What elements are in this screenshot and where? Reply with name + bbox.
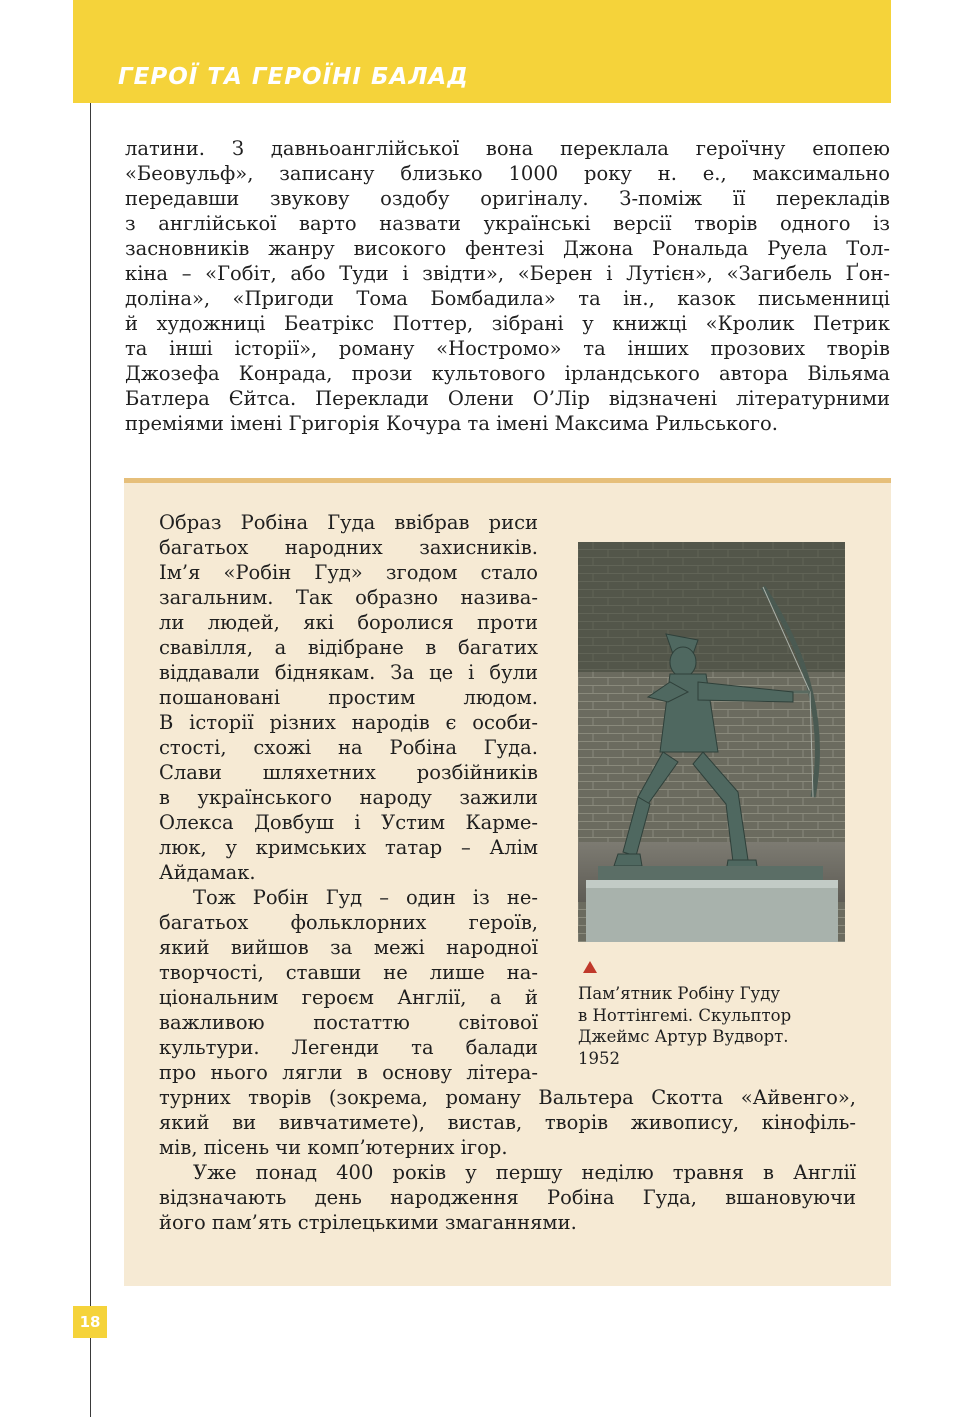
caption-line: в Ноттінгемі. Скульптор bbox=[578, 1005, 792, 1025]
box-line: який вийшов за межі народної bbox=[159, 936, 538, 959]
caption-line: Джеймс Артур Вудворт. bbox=[578, 1027, 789, 1046]
photo-caption bbox=[578, 983, 868, 1069]
text-line: й художниці Беатрікс Поттер, зібрані у книжці «Кролик Петрик bbox=[125, 312, 890, 335]
text-line: кіна – «Гобіт, або Туди і звідти», «Берен і Лутієн», «Загибель Ґон- bbox=[125, 262, 890, 285]
box-line: багатьох фольклорних героїв, bbox=[159, 911, 538, 934]
box-line: турних творів (зокрема, роману Вальтера Скотта «Айвенго», bbox=[159, 1086, 856, 1109]
box-line: Уже понад 400 років у першу неділю травня в Англії bbox=[193, 1161, 856, 1184]
box-line: культури. Легенди та балади bbox=[159, 1036, 538, 1059]
caption-line: Пам’ятник Робіну Гуду bbox=[578, 984, 781, 1003]
box-line: мів, пісень чи комп’ютерних ігор. bbox=[159, 1136, 508, 1159]
box-line: свавілля, а відібране в багатих bbox=[159, 636, 538, 659]
box-line: стості, схожі на Робіна Гуда. bbox=[159, 736, 538, 759]
section-title: ГЕРОЇ ТА ГЕРОЇНІ БАЛАД bbox=[118, 64, 469, 90]
box-line: ли людей, які боролися проти bbox=[159, 611, 538, 634]
box-line: Тож Робін Гуд – один із не- bbox=[193, 886, 538, 909]
caption-triangle-icon bbox=[583, 961, 597, 973]
box-line: В історії різних народів є особи- bbox=[159, 711, 538, 734]
box-line: в українського народу зажили bbox=[159, 786, 538, 809]
box-line: який ви вивчатимете), вистав, творів живопису, кінофіль- bbox=[159, 1111, 856, 1134]
box-line: ціональним героєм Англії, а й bbox=[159, 986, 538, 1009]
box-line: відзначають день народження Робіна Гуда, вшановуючи bbox=[159, 1186, 856, 1209]
text-line: передавши звукову оздобу оригіналу. З-поміж її перекладів bbox=[125, 187, 890, 210]
box-line: Айдамак. bbox=[159, 861, 256, 884]
margin-rule bbox=[90, 103, 91, 1417]
box-line: Олекса Довбуш і Устим Карме- bbox=[159, 811, 538, 834]
text-line: латини. З давньоанглійської вона переклала героїчну епопею bbox=[125, 137, 890, 160]
box-line: Образ Робіна Гуда ввібрав риси bbox=[159, 511, 538, 534]
text-line: преміями імені Григорія Кочура та імені Максима Рильського. bbox=[125, 412, 778, 435]
text-line: «Беовульф», записану близько 1000 року н. е., максимально bbox=[125, 162, 890, 185]
main-paragraph bbox=[125, 136, 890, 436]
box-line: люк, у кримських татар – Алім bbox=[159, 836, 538, 859]
robin-hood-statue-photo bbox=[578, 542, 845, 942]
box-line: важливою постаттю світової bbox=[159, 1011, 538, 1034]
text-line: засновників жанру високого фентезі Джона Рональда Руела Тол- bbox=[125, 237, 890, 260]
page-number: 18 bbox=[73, 1306, 107, 1338]
box-line: творчості, ставши не лише на- bbox=[159, 961, 538, 984]
box-line: про нього лягли в основу літера- bbox=[159, 1061, 538, 1084]
text-line: з англійської варто назвати українські версії творів одного із bbox=[125, 212, 890, 235]
box-line: Слави шляхетних розбійників bbox=[159, 761, 538, 784]
box-line: його пам’ять стрілецькими змаганнями. bbox=[159, 1211, 577, 1234]
text-line: Джозефа Конрада, прози культового ірландського автора Вільяма bbox=[125, 362, 890, 385]
caption-line: 1952 bbox=[578, 1048, 620, 1068]
box-line: пошановані простим людом. bbox=[159, 686, 538, 709]
text-line: доліна», «Пригоди Тома Бомбадила» та ін., казок письменниці bbox=[125, 287, 890, 310]
text-line: Батлера Єйтса. Переклади Олени О’Лір відзначені літературними bbox=[125, 387, 890, 410]
box-line: віддавали біднякам. За це і були bbox=[159, 661, 538, 684]
box-line: Ім’я «Робін Гуд» згодом стало bbox=[159, 561, 538, 584]
box-line: багатьох народних захисників. bbox=[159, 536, 538, 559]
text-line: та інші історії», роману «Ностромо» та інших прозових творів bbox=[125, 337, 890, 360]
box-line: загальним. Так образно назива- bbox=[159, 586, 538, 609]
